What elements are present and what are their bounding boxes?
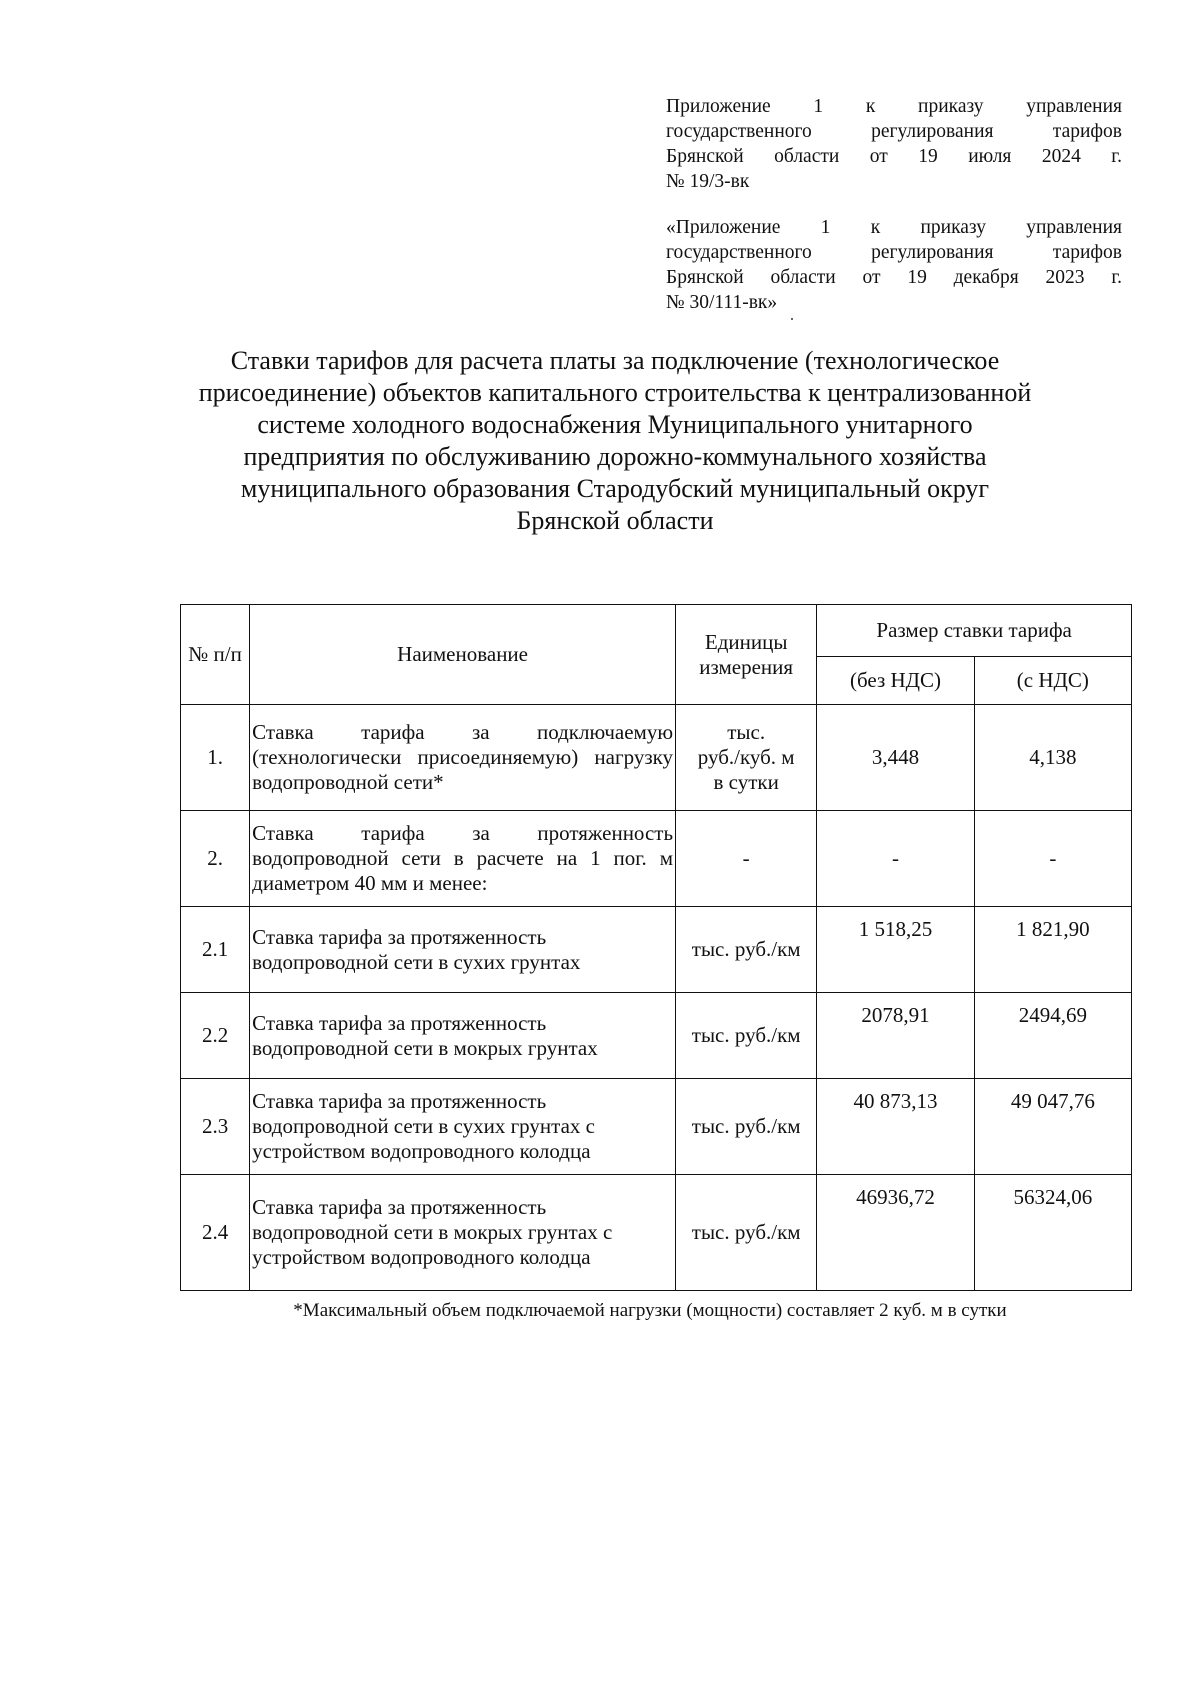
row-name: Ставка тарифа за протяженность водопроводной сети в мокрых грунтах с устройством водопроводного колодца xyxy=(250,1175,676,1291)
table-row xyxy=(181,705,1132,811)
table-row xyxy=(181,1175,1132,1291)
table-row xyxy=(181,1079,1132,1175)
row-name: Ставка тарифа за подключаемую (технологически присоединяемую) нагрузку водопроводной сети* xyxy=(250,705,676,811)
row-unit: тыс. руб./км xyxy=(676,1079,817,1175)
title-line: Брянской области xyxy=(516,506,714,535)
title-line: муниципального образования Стародубский муниципальный округ xyxy=(240,474,990,503)
table-row xyxy=(181,907,1132,993)
header-rate: Размер ставки тарифа xyxy=(817,605,1132,657)
row-unit-line: руб./куб. м xyxy=(697,745,795,769)
title-line: предприятия по обслуживанию дорожно-коммунального хозяйства xyxy=(243,442,987,471)
header-number: № п/п xyxy=(181,605,250,705)
title-line: Ставки тарифов для расчета платы за подключение (технологическое xyxy=(230,346,1000,375)
row-number: 2.4 xyxy=(181,1175,250,1291)
row-number: 1. xyxy=(181,705,250,811)
appendix-note-current xyxy=(666,94,1122,194)
row-with-vat: 1 821,90 xyxy=(974,907,1131,993)
header-name: Наименование xyxy=(250,605,676,705)
table-footnote: *Максимальный объем подключаемой нагрузки (мощности) составляет 2 куб. м в сутки xyxy=(293,1300,1007,1321)
appendix-line: «Приложение 1 к приказу управления xyxy=(666,217,1122,238)
row-with-vat: 4,138 xyxy=(974,705,1131,811)
row-with-vat: 56324,06 xyxy=(974,1175,1131,1291)
header-unit xyxy=(676,605,817,705)
appendix-line: государственного регулирования тарифов xyxy=(666,242,1122,263)
row-number: 2.2 xyxy=(181,993,250,1079)
row-no-vat: 40 873,13 xyxy=(817,1079,974,1175)
row-with-vat: 2494,69 xyxy=(974,993,1131,1079)
row-with-vat: - xyxy=(974,811,1131,907)
row-number: 2.1 xyxy=(181,907,250,993)
row-no-vat: 2078,91 xyxy=(817,993,974,1079)
appendix-line: Приложение 1 к приказу управления xyxy=(666,96,1122,117)
appendix-line: Брянской области от 19 июля 2024 г. xyxy=(666,146,1122,167)
header-no-vat: (без НДС) xyxy=(817,657,974,705)
row-unit: тыс. руб./км xyxy=(676,907,817,993)
header-unit-line: Единицы xyxy=(704,629,788,654)
row-unit: тыс. руб./км xyxy=(676,1175,817,1291)
row-no-vat: - xyxy=(817,811,974,907)
row-name: Ставка тарифа за протяженность водопроводной сети в расчете на 1 пог. м диаметром 40 мм и менее: xyxy=(250,811,676,907)
table-header-row xyxy=(181,605,1132,657)
document-title xyxy=(150,345,1080,537)
row-number: 2. xyxy=(181,811,250,907)
row-unit-line: в сутки xyxy=(713,770,779,794)
row-unit: тыс. руб./км xyxy=(676,993,817,1079)
title-line: системе холодного водоснабжения Муниципального унитарного xyxy=(257,410,973,439)
header-unit-line: измерения xyxy=(699,654,794,679)
row-name: Ставка тарифа за протяженность водопроводной сети в сухих грунтах xyxy=(250,907,676,993)
row-no-vat: 3,448 xyxy=(817,705,974,811)
appendix-line: № 19/3-вк xyxy=(666,171,750,192)
row-unit xyxy=(676,705,817,811)
row-with-vat: 49 047,76 xyxy=(974,1079,1131,1175)
row-number: 2.3 xyxy=(181,1079,250,1175)
header-with-vat: (с НДС) xyxy=(974,657,1131,705)
appendix-note-previous xyxy=(666,215,1122,315)
scan-dot xyxy=(791,318,793,320)
row-unit: - xyxy=(676,811,817,907)
table-row xyxy=(181,811,1132,907)
title-line: присоединение) объектов капитального строительства к централизованной xyxy=(198,378,1032,407)
table-row xyxy=(181,993,1132,1079)
appendix-line: № 30/111-вк» xyxy=(666,292,778,313)
row-no-vat: 46936,72 xyxy=(817,1175,974,1291)
row-name: Ставка тарифа за протяженность водопроводной сети в мокрых грунтах xyxy=(250,993,676,1079)
appendix-line: Брянской области от 19 декабря 2023 г. xyxy=(666,267,1122,288)
appendix-line: государственного регулирования тарифов xyxy=(666,121,1122,142)
row-name: Ставка тарифа за протяженность водопроводной сети в сухих грунтах с устройством водопроводного колодца xyxy=(250,1079,676,1175)
row-unit-line: тыс. xyxy=(727,720,766,744)
tariff-table xyxy=(180,604,1132,1291)
row-no-vat: 1 518,25 xyxy=(817,907,974,993)
